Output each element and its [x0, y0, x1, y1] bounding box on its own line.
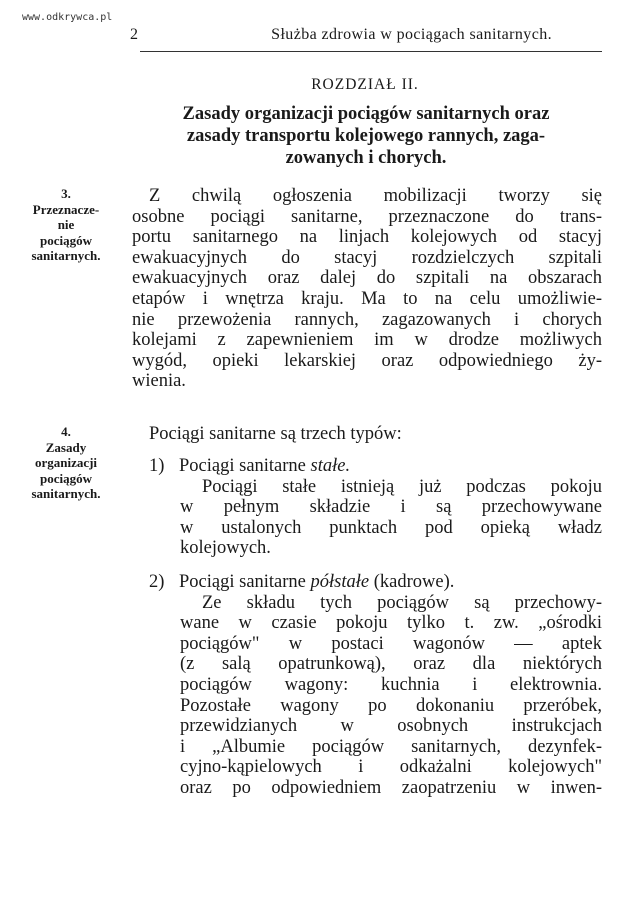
chapter-title-line: zasady transportu kolejowego rannych, zaga-: [186, 126, 546, 146]
margin-note-line: 3.: [61, 186, 71, 201]
running-title: Służba zdrowia w pociągach sanitarnych.: [271, 26, 552, 43]
paragraph-line: Pociągi sanitarne są trzech typów:: [149, 424, 402, 444]
paragraph-line: i „Albumie pociągów sanitarnych, dezynfek-: [180, 736, 602, 757]
chapter-label: ROZDZIAŁ II.: [311, 76, 419, 93]
list-item-1: [132, 456, 602, 559]
list-number: 1): [149, 456, 165, 476]
list-item-2: [132, 572, 602, 799]
paragraph-line: ewakuacyjnych do stacyj rozdzielczych szpitali: [132, 247, 602, 268]
paragraph-line: kolejami z zapewnieniem im w drodze możliwych: [132, 330, 602, 351]
paragraph-line: w ustalonych punktach pod opieką władz: [180, 517, 602, 538]
paragraph-line: Pozostałe wagony po dokonaniu przeróbek,: [180, 695, 602, 716]
paragraph-line: Z chwilą ogłoszenia mobilizacji tworzy się: [149, 186, 602, 206]
margin-note-line: sanitarnych.: [31, 486, 101, 501]
paragraph-line: wane w czasie pokoju tylko t. zw. „ośrodki: [180, 613, 602, 634]
list-heading-after: (kadrowe).: [369, 572, 455, 592]
page-number: 2: [130, 26, 138, 43]
paragraph-line: ewakuacyjnych oraz dalej do szpitali na obszarach: [132, 268, 602, 289]
paragraph-line: nie przewożenia rannych, zagazowanych i chorych: [132, 309, 602, 330]
list-heading-emphasis: stałe.: [310, 456, 351, 476]
running-header: [130, 26, 600, 44]
margin-note-line: Przeznacze-: [32, 201, 100, 217]
paragraph-line: Ze składu tych pociągów są przechowy-: [202, 592, 602, 613]
paragraph-line: portu sanitarnego na linjach kolejowych od stacyj: [132, 227, 602, 248]
paragraph-line: pociągów wagony: kuchnia i elektrownia.: [180, 674, 602, 695]
margin-note-line: Zasady: [45, 439, 87, 455]
margin-note-line: nie: [57, 217, 75, 232]
list-number: 2): [149, 572, 165, 592]
chapter-title-line: Zasady organizacji pociągów sanitarnych oraz: [182, 104, 550, 124]
paragraph-line: Pociągi stałe istnieją już podczas pokoju: [202, 476, 602, 497]
list-item-heading: [132, 456, 602, 477]
margin-note-line: 4.: [61, 424, 71, 439]
section-3-paragraph: [132, 186, 602, 392]
paragraph-line: osobne pociągi sanitarne, przeznaczone do trans-: [132, 206, 602, 227]
list-heading-emphasis: półstałe: [310, 572, 370, 592]
paragraph-line: w pełnym składzie i są przechowywane: [180, 497, 602, 518]
margin-note-line: pociągów: [40, 470, 92, 486]
header-rule: [140, 51, 602, 52]
paragraph-line: oraz po odpowiedniem zaopatrzeniu w inwen-: [180, 777, 602, 798]
paragraph-line: przewidzianych w osobnych instrukcjach: [180, 716, 602, 737]
chapter-title: [132, 103, 600, 169]
paragraph-line: cyjno-kąpielowych i odkażalni kolejowych": [180, 757, 602, 778]
paragraph-line: wienia.: [132, 371, 186, 392]
margin-note-line: sanitarnych.: [31, 248, 101, 263]
list-heading-text: Pociągi sanitarne: [179, 572, 311, 592]
watermark-url: www.odkrywca.pl: [22, 12, 113, 23]
section-4-intro: [132, 424, 602, 445]
paragraph-line: wygód, opieki lekarskiej oraz odpowiedniego ży-: [132, 350, 602, 371]
paragraph-line: kolejowych.: [180, 538, 271, 559]
paragraph-line: pociągów" w postaci wagonów — aptek: [180, 633, 602, 654]
margin-note-line: pociągów: [40, 232, 92, 248]
margin-note-section-3: [12, 186, 120, 264]
list-heading-text: Pociągi sanitarne: [179, 456, 311, 476]
chapter-title-line: zowanych i chorych.: [285, 148, 447, 168]
paragraph-line: etapów i wnętrza kraju. Ma to na celu umożliwie-: [132, 288, 602, 309]
paragraph-line: (z salą opatrunkową), oraz dla niektórych: [180, 654, 602, 675]
list-item-heading: [132, 572, 602, 593]
margin-note-section-4: [12, 424, 120, 502]
margin-note-line: organizacji: [34, 455, 98, 470]
